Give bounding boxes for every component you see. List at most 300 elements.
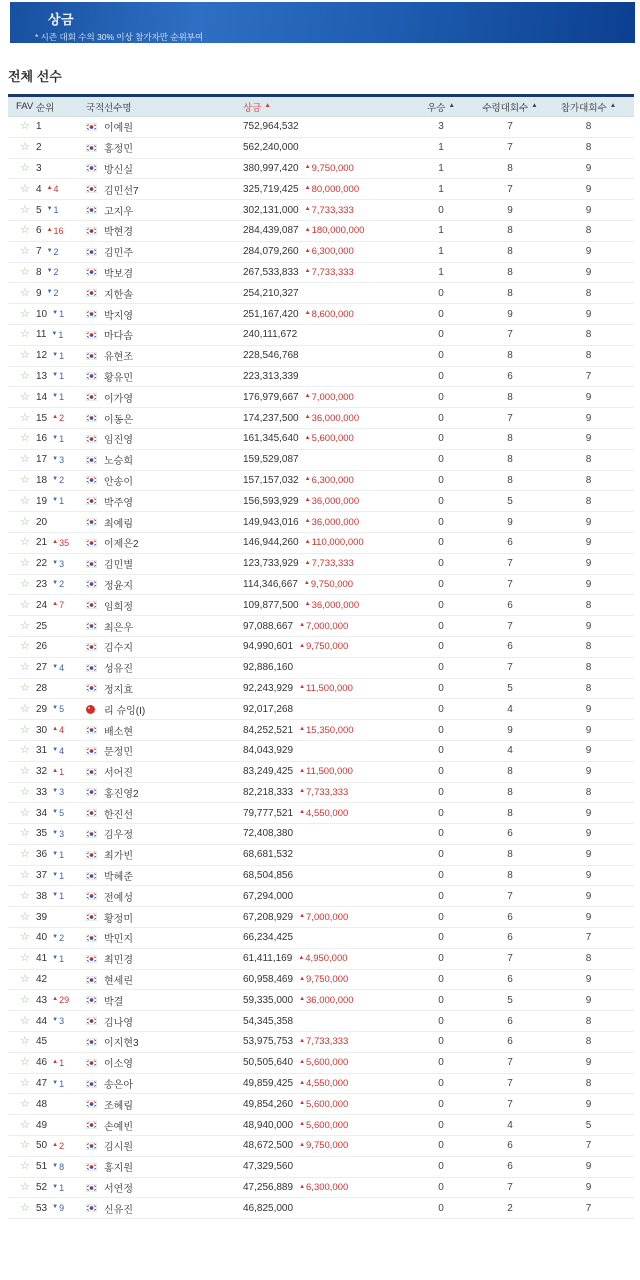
prize-cell [243, 329, 405, 340]
favorite-star-icon[interactable]: ☆ [20, 662, 30, 674]
rank-cell [36, 891, 86, 902]
player-name[interactable]: 박지영 [104, 310, 133, 322]
prize-change-value: 110,000,000 [311, 537, 364, 549]
player-name[interactable]: 성유진 [104, 664, 133, 676]
table-row[interactable] [8, 949, 634, 970]
favorite-star-icon[interactable]: ☆ [20, 329, 30, 341]
rank-cell [36, 1203, 86, 1214]
participated-events-value: 9 [585, 204, 592, 216]
table-row[interactable] [8, 907, 634, 928]
rank-change-value: 1 [59, 766, 65, 777]
table-row[interactable] [8, 1115, 634, 1136]
table-row[interactable] [8, 221, 634, 242]
favorite-star-icon[interactable]: ☆ [20, 454, 30, 466]
player-name[interactable]: 김민주 [104, 248, 133, 260]
prize-change-up-icon: ▲ [304, 518, 311, 525]
favorite-star-icon[interactable]: ☆ [20, 745, 30, 757]
prize-change [305, 267, 354, 278]
table-row[interactable] [8, 325, 634, 346]
player-name-cell [104, 1076, 243, 1091]
table-row[interactable] [8, 387, 634, 408]
prize-change [305, 600, 360, 611]
player-name-cell [104, 681, 243, 696]
table-row[interactable] [8, 283, 634, 304]
table-row[interactable] [8, 138, 634, 159]
rank-change [52, 663, 64, 673]
prize-change-up-icon: ▲ [299, 1183, 306, 1190]
table-row[interactable] [8, 595, 634, 616]
wins-value: 0 [438, 370, 444, 382]
table-row[interactable] [8, 970, 634, 991]
player-name[interactable]: 전예성 [104, 892, 133, 904]
received-events-cell [477, 766, 543, 777]
player-name[interactable]: 배소현 [104, 726, 133, 738]
wins-value: 0 [438, 287, 444, 299]
favorite-star-icon[interactable]: ☆ [20, 828, 30, 840]
wins-value: 0 [438, 350, 444, 362]
favorite-star-icon[interactable]: ☆ [20, 162, 30, 174]
favorite-star-icon[interactable]: ☆ [20, 682, 30, 694]
rank-value: 7 [36, 246, 42, 258]
received-events-value: 7 [507, 142, 513, 154]
prize-change [299, 641, 348, 652]
table-row[interactable] [8, 304, 634, 325]
table-row[interactable] [8, 429, 634, 450]
player-name[interactable]: 마다솜 [104, 331, 133, 343]
col-header-received[interactable] [477, 100, 543, 114]
table-row[interactable] [8, 491, 634, 512]
fav-cell [8, 870, 36, 881]
player-name-cell [104, 140, 243, 155]
prize-change-value: 36,000,000 [311, 495, 360, 507]
table-row[interactable] [8, 242, 634, 263]
prize-amount: 94,990,601 [243, 641, 294, 653]
player-name[interactable]: 고지우 [104, 206, 133, 218]
fav-cell [8, 995, 36, 1006]
player-name[interactable]: 손예빈 [104, 1121, 133, 1133]
received-events-value: 6 [507, 1161, 513, 1173]
received-events-value: 7 [507, 183, 513, 195]
received-events-value: 7 [507, 1057, 513, 1069]
rank-change [52, 891, 64, 901]
rank-change-value: 1 [59, 392, 65, 403]
table-row[interactable] [8, 1094, 634, 1115]
favorite-star-icon[interactable]: ☆ [20, 142, 30, 154]
table-row[interactable] [8, 471, 634, 492]
prize-change-up-icon: ▲ [299, 913, 306, 920]
favorite-star-icon[interactable]: ☆ [20, 1078, 30, 1090]
participated-events-cell [543, 205, 634, 216]
favorite-star-icon[interactable]: ☆ [20, 537, 30, 549]
table-row[interactable] [8, 1198, 634, 1219]
favorite-star-icon[interactable]: ☆ [20, 1202, 30, 1214]
nationality-cell [86, 497, 104, 505]
wins-value: 1 [438, 183, 444, 195]
favorite-star-icon[interactable]: ☆ [20, 807, 30, 819]
player-name[interactable]: 홍지원 [104, 1163, 133, 1175]
favorite-star-icon[interactable]: ☆ [20, 474, 30, 486]
player-name[interactable]: 현세린 [104, 976, 133, 988]
favorite-star-icon[interactable]: ☆ [20, 870, 30, 882]
rank-change-down-icon: ▼ [52, 393, 59, 400]
player-name[interactable]: 최은우 [104, 622, 133, 634]
player-name[interactable]: 리 슈잉(I) [104, 705, 146, 717]
player-name[interactable]: 지한솔 [104, 289, 133, 301]
favorite-star-icon[interactable]: ☆ [20, 1015, 30, 1027]
fav-cell [8, 1120, 36, 1131]
favorite-star-icon[interactable]: ☆ [20, 1140, 30, 1152]
nationality-cell [86, 1184, 104, 1192]
col-header-prize[interactable] [243, 100, 405, 114]
table-body [8, 117, 634, 1219]
participated-events-value: 7 [585, 370, 592, 382]
rank-value: 9 [36, 287, 42, 299]
prize-cell [243, 1016, 405, 1027]
prize-amount: 240,111,672 [243, 329, 298, 341]
player-name[interactable]: 황정미 [104, 913, 133, 925]
participated-events-cell [543, 454, 634, 465]
table-row[interactable] [8, 845, 634, 866]
rank-cell [36, 995, 86, 1006]
wins-value: 0 [438, 994, 444, 1006]
table-row[interactable] [8, 637, 634, 658]
received-events-cell [477, 267, 543, 278]
favorite-star-icon[interactable]: ☆ [20, 599, 30, 611]
table-row[interactable] [8, 554, 634, 575]
col-header-participated[interactable] [543, 100, 634, 114]
wins-cell [405, 1120, 477, 1131]
table-row[interactable] [8, 762, 634, 783]
prize-change-value: 9,750,000 [306, 974, 349, 986]
prize-change-up-icon: ▲ [304, 185, 311, 192]
table-row[interactable] [8, 1032, 634, 1053]
prize-amount: 161,345,640 [243, 433, 299, 445]
table-row[interactable] [8, 824, 634, 845]
rank-change-up-icon: ▲ [52, 996, 59, 1003]
favorite-star-icon[interactable]: ☆ [20, 308, 30, 320]
player-name[interactable]: 서연정 [104, 1184, 133, 1196]
favorite-star-icon[interactable]: ☆ [20, 225, 30, 237]
player-name[interactable]: 유현조 [104, 352, 133, 364]
prize-cell [243, 849, 405, 860]
player-name[interactable]: 정윤지 [104, 580, 133, 592]
table-row[interactable] [8, 117, 634, 138]
player-name-cell [104, 993, 243, 1008]
prize-cell [243, 496, 405, 507]
player-name[interactable]: 이소영 [104, 1059, 133, 1071]
table-row[interactable] [8, 1011, 634, 1032]
favorite-star-icon[interactable]: ☆ [20, 641, 30, 653]
fav-cell [8, 392, 36, 403]
favorite-star-icon[interactable]: ☆ [20, 953, 30, 965]
rank-value: 52 [36, 1182, 48, 1194]
rank-change-value: 2 [59, 475, 65, 486]
player-name[interactable]: 임희정 [104, 601, 133, 613]
participated-events-value: 9 [585, 994, 592, 1006]
favorite-star-icon[interactable]: ☆ [20, 890, 30, 902]
favorite-star-icon[interactable]: ☆ [20, 911, 30, 923]
favorite-star-icon[interactable]: ☆ [20, 246, 30, 258]
rank-change-value: 4 [53, 184, 59, 195]
rank-cell [36, 205, 86, 216]
rank-change-value: 2 [53, 267, 59, 278]
player-name[interactable]: 김나영 [104, 1017, 133, 1029]
player-name-cell [104, 1201, 243, 1216]
player-name[interactable]: 박결 [104, 996, 124, 1008]
wins-value: 0 [438, 1161, 444, 1173]
player-name[interactable]: 한진선 [104, 809, 133, 821]
received-events-cell [477, 704, 543, 715]
favorite-star-icon[interactable]: ☆ [20, 1036, 30, 1048]
rank-value: 33 [36, 786, 48, 798]
favorite-star-icon[interactable]: ☆ [20, 183, 30, 195]
player-name[interactable]: 신유진 [104, 1204, 133, 1216]
table-row[interactable] [8, 1136, 634, 1157]
table-row[interactable] [8, 575, 634, 596]
nationality-cell [86, 934, 104, 942]
table-row[interactable] [8, 200, 634, 221]
player-name[interactable]: 박혜준 [104, 872, 133, 884]
participated-events-value: 8 [585, 454, 592, 466]
table-row[interactable] [8, 616, 634, 637]
favorite-star-icon[interactable]: ☆ [20, 766, 30, 778]
player-name[interactable]: 홍진영2 [104, 788, 139, 800]
player-name[interactable]: 조혜림 [104, 1100, 133, 1112]
prize-change [305, 309, 354, 320]
player-name[interactable]: 안송이 [104, 476, 133, 488]
player-name-cell [104, 203, 243, 218]
col-header-wins[interactable] [405, 100, 477, 114]
favorite-star-icon[interactable]: ☆ [20, 1057, 30, 1069]
nationality-cell [86, 352, 104, 360]
prize-cell [243, 579, 405, 590]
prize-change [299, 1140, 348, 1151]
received-events-cell [477, 745, 543, 756]
rank-change-value: 1 [59, 891, 65, 902]
fav-cell [8, 766, 36, 777]
rank-value: 22 [36, 558, 48, 570]
favorite-star-icon[interactable]: ☆ [20, 1182, 30, 1194]
table-row[interactable] [8, 1053, 634, 1074]
favorite-star-icon[interactable]: ☆ [20, 204, 30, 216]
table-row[interactable] [8, 803, 634, 824]
prize-change-up-icon: ▲ [304, 601, 311, 608]
received-events-cell [477, 600, 543, 611]
participated-events-value: 8 [585, 287, 592, 299]
received-events-value: 6 [507, 828, 513, 840]
prize-change-value: 4,550,000 [306, 1078, 349, 1090]
table-row[interactable] [8, 886, 634, 907]
table-row[interactable] [8, 658, 634, 679]
favorite-star-icon[interactable]: ☆ [20, 1098, 30, 1110]
table-row[interactable] [8, 1157, 634, 1178]
player-name[interactable]: 노승희 [104, 456, 133, 468]
fav-cell [8, 309, 36, 320]
participated-events-cell [543, 1182, 634, 1193]
wins-value: 0 [438, 974, 444, 986]
rank-value: 6 [36, 225, 42, 237]
player-name[interactable]: 임진영 [104, 435, 133, 447]
wins-value: 0 [438, 703, 444, 715]
favorite-star-icon[interactable]: ☆ [20, 287, 30, 299]
favorite-star-icon[interactable]: ☆ [20, 994, 30, 1006]
player-name[interactable]: 이가영 [104, 393, 133, 405]
nationality-cell [86, 1121, 104, 1129]
table-row[interactable] [8, 346, 634, 367]
favorite-star-icon[interactable]: ☆ [20, 703, 30, 715]
favorite-star-icon[interactable]: ☆ [20, 350, 30, 362]
table-row[interactable] [8, 159, 634, 180]
favorite-star-icon[interactable]: ☆ [20, 516, 30, 528]
favorite-star-icon[interactable]: ☆ [20, 266, 30, 278]
prize-amount: 50,505,640 [243, 1057, 294, 1069]
fav-cell [8, 558, 36, 569]
rank-value: 42 [36, 974, 48, 986]
received-events-cell [477, 517, 543, 528]
prize-cell [243, 433, 405, 444]
participated-events-value: 5 [585, 1119, 592, 1131]
table-row[interactable] [8, 179, 634, 200]
prize-cell [243, 517, 405, 528]
rank-cell [36, 121, 86, 132]
fav-cell [8, 1036, 36, 1047]
prize-cell [243, 766, 405, 777]
table-row[interactable] [8, 866, 634, 887]
prize-amount: 68,681,532 [243, 849, 294, 861]
flag-korea-icon [86, 248, 97, 256]
player-name[interactable]: 김민선7 [104, 185, 139, 197]
prize-amount: 223,313,339 [243, 370, 299, 382]
table-row[interactable] [8, 533, 634, 554]
table-row[interactable] [8, 990, 634, 1011]
player-name[interactable]: 송은아 [104, 1080, 133, 1092]
rank-change-down-icon: ▼ [52, 705, 59, 712]
table-row[interactable] [8, 699, 634, 720]
received-events-value: 9 [507, 308, 513, 320]
table-row[interactable] [8, 1178, 634, 1199]
col-header-label: 참가대회수 [560, 102, 607, 114]
favorite-star-icon[interactable]: ☆ [20, 849, 30, 861]
rank-cell [36, 912, 86, 923]
favorite-star-icon[interactable]: ☆ [20, 620, 30, 632]
table-row[interactable] [8, 450, 634, 471]
player-name[interactable]: 박민지 [104, 934, 133, 946]
participated-events-cell [543, 641, 634, 652]
player-name[interactable]: 문정민 [104, 747, 133, 759]
prize-change-up-icon: ▲ [304, 226, 311, 233]
table-row[interactable] [8, 512, 634, 533]
favorite-star-icon[interactable]: ☆ [20, 786, 30, 798]
player-name-cell [104, 723, 243, 738]
favorite-star-icon[interactable]: ☆ [20, 974, 30, 986]
player-name[interactable]: 박보겸 [104, 268, 133, 280]
favorite-star-icon[interactable]: ☆ [20, 495, 30, 507]
fav-cell [8, 413, 36, 424]
participated-events-cell [543, 413, 634, 424]
favorite-star-icon[interactable]: ☆ [20, 558, 30, 570]
wins-value: 0 [438, 682, 444, 694]
prize-change-value: 7,000,000 [306, 911, 349, 923]
player-name[interactable]: 방신실 [104, 164, 133, 176]
favorite-star-icon[interactable]: ☆ [20, 724, 30, 736]
rank-change-value: 3 [59, 1016, 65, 1027]
nationality-cell [86, 872, 104, 880]
prize-change-value: 5,600,000 [306, 1057, 349, 1069]
favorite-star-icon[interactable]: ☆ [20, 121, 30, 133]
table-row[interactable] [8, 741, 634, 762]
player-name[interactable]: 이예원 [104, 123, 133, 135]
favorite-star-icon[interactable]: ☆ [20, 578, 30, 590]
prize-change-up-icon: ▲ [299, 642, 306, 649]
received-events-value: 8 [507, 433, 513, 445]
player-name[interactable]: 박주영 [104, 497, 133, 509]
participated-events-cell [543, 267, 634, 278]
wins-cell [405, 413, 477, 424]
player-name[interactable]: 박현경 [104, 227, 133, 239]
prize-change-value: 36,000,000 [311, 599, 360, 611]
table-row[interactable] [8, 720, 634, 741]
player-name-cell [104, 1159, 243, 1174]
player-name[interactable]: 최민경 [104, 955, 133, 967]
rank-cell [36, 496, 86, 507]
rank-value: 25 [36, 620, 48, 632]
rank-value: 36 [36, 849, 48, 861]
participated-events-value: 9 [585, 246, 592, 258]
favorite-star-icon[interactable]: ☆ [20, 1161, 30, 1173]
player-name[interactable]: 서어진 [104, 768, 133, 780]
favorite-star-icon[interactable]: ☆ [20, 391, 30, 403]
player-name[interactable]: 홍정민 [104, 144, 133, 156]
rank-cell [36, 787, 86, 798]
prize-amount: 159,529,087 [243, 454, 299, 466]
prize-cell [243, 1203, 405, 1214]
player-name[interactable]: 이동은 [104, 414, 133, 426]
player-name[interactable]: 이지현3 [104, 1038, 139, 1050]
rank-change-value: 4 [59, 725, 65, 735]
favorite-star-icon[interactable]: ☆ [20, 370, 30, 382]
player-name-cell [104, 1034, 243, 1049]
table-row[interactable] [8, 1074, 634, 1095]
received-events-cell [477, 184, 543, 195]
rank-value: 8 [36, 266, 42, 278]
table-row[interactable] [8, 367, 634, 388]
player-name[interactable]: 정지효 [104, 684, 133, 696]
favorite-star-icon[interactable]: ☆ [20, 1119, 30, 1131]
player-name[interactable]: 김시원 [104, 1142, 133, 1154]
table-row[interactable] [8, 928, 634, 949]
table-row[interactable] [8, 263, 634, 284]
player-name[interactable]: 김민별 [104, 560, 133, 572]
rank-cell [36, 683, 86, 694]
flag-korea-icon [86, 414, 97, 422]
rank-change [52, 455, 64, 465]
received-events-cell [477, 454, 543, 465]
table-row[interactable] [8, 408, 634, 429]
favorite-star-icon[interactable]: ☆ [20, 412, 30, 424]
player-name[interactable]: 최가빈 [104, 851, 133, 863]
player-name[interactable]: 이제은2 [104, 539, 139, 551]
player-name[interactable]: 김우정 [104, 830, 133, 842]
player-name[interactable]: 황유민 [104, 372, 133, 384]
table-row[interactable] [8, 679, 634, 700]
favorite-star-icon[interactable]: ☆ [20, 932, 30, 944]
favorite-star-icon[interactable]: ☆ [20, 433, 30, 445]
rank-change [52, 371, 64, 381]
rank-cell [36, 641, 86, 652]
player-name[interactable]: 최예림 [104, 518, 133, 530]
table-row[interactable] [8, 783, 634, 804]
player-name[interactable]: 김수지 [104, 643, 133, 655]
